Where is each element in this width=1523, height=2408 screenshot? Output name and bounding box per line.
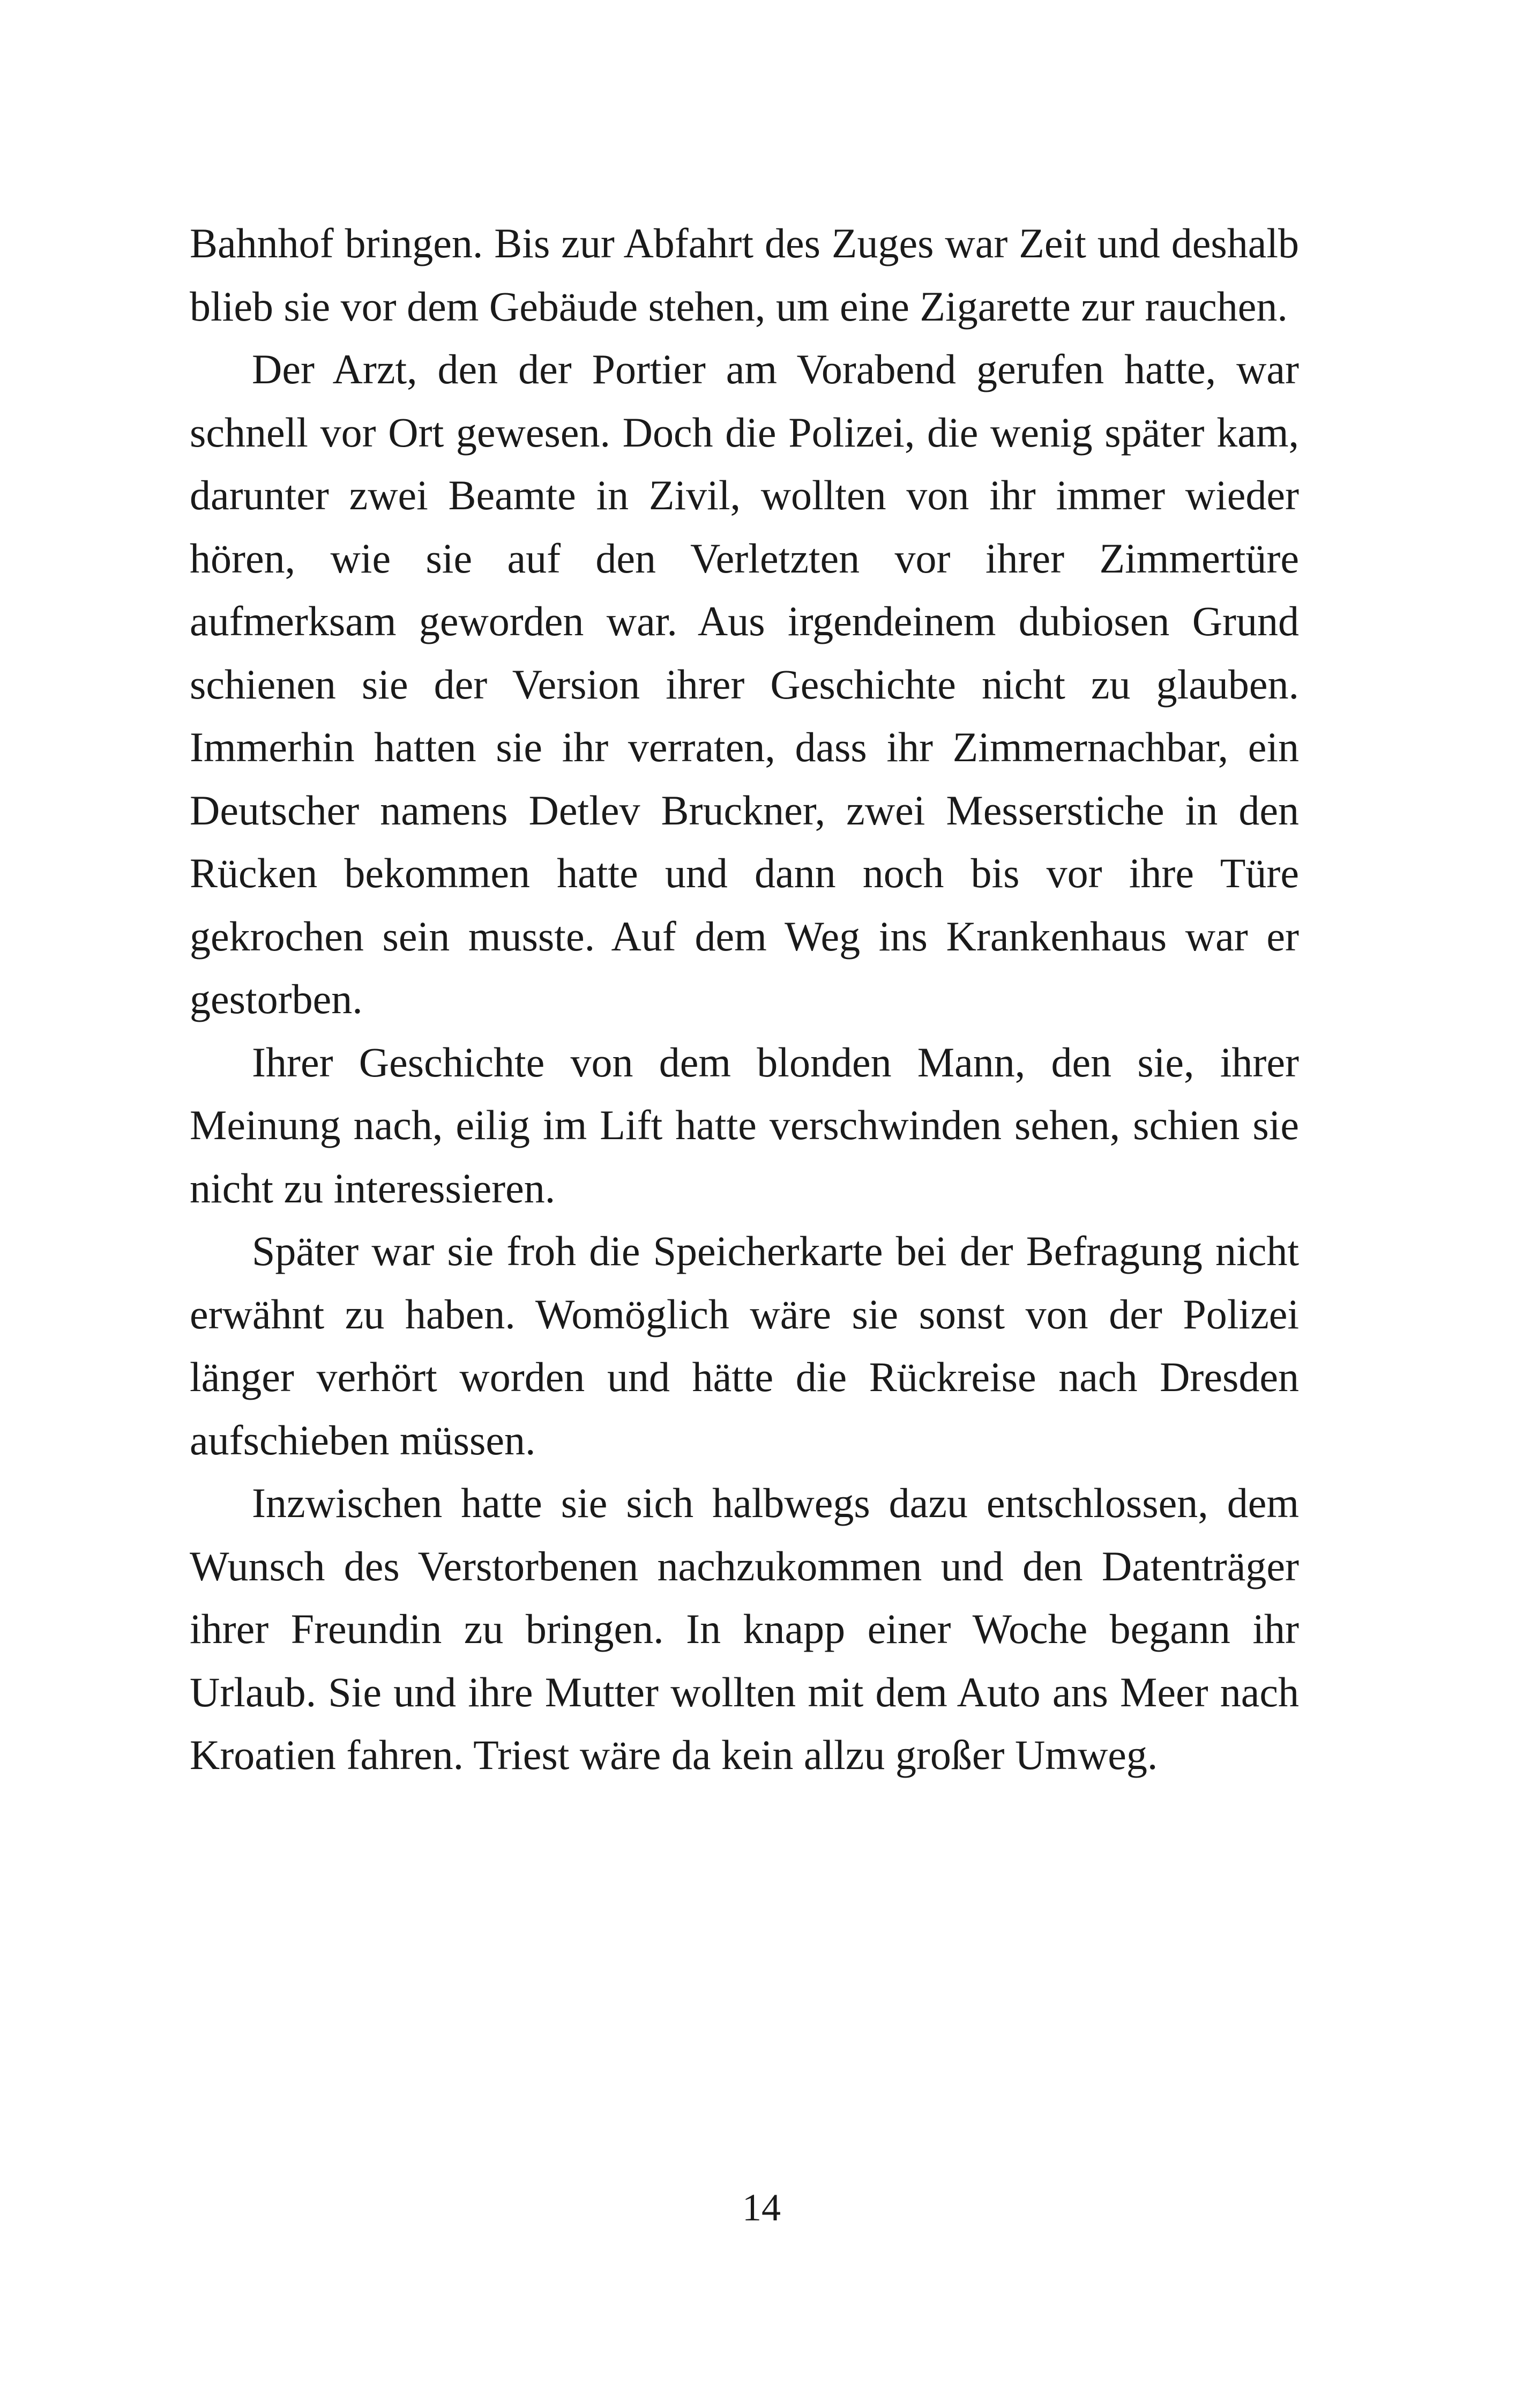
paragraph: Später war sie froh die Speicherkarte bei der Befragung nicht erwähnt zu haben. Womöglich wäre sie sonst von der Polizei länger verhört worden und hätte die Rückreise nach Dresden aufschieben müssen. xyxy=(190,1228,1299,1463)
body-text xyxy=(190,212,1299,1787)
paragraph: Bahnhof bringen. Bis zur Abfahrt des Zuges war Zeit und deshalb blieb sie vor dem Gebäude stehen, um eine Zigarette zur rauchen. xyxy=(190,220,1299,330)
paragraph: Inzwischen hatte sie sich halbwegs dazu entschlossen, dem Wunsch des Verstorbenen nachzukommen und den Datenträger ihrer Freundin zu bringen. In knapp einer Woche begann ihr Urlaub. Sie und ihre Mutter wollten mit dem Auto ans Meer nach Kroatien fahren. Triest wäre da kein allzu großer Umweg. xyxy=(190,1480,1299,1778)
page-number: 14 xyxy=(742,2186,781,2229)
paragraph: Ihrer Geschichte von dem blonden Mann, den sie, ihrer Meinung nach, eilig im Lift hatte verschwinden sehen, schien sie nicht zu interessieren. xyxy=(190,1038,1299,1212)
paragraph: Der Arzt, den der Portier am Vorabend gerufen hatte, war schnell vor Ort gewesen. Doch die Polizei, die wenig später kam, darunter zwei Beamte in Zivil, wollten von ihr immer wieder hören, wie sie auf den Verletzten vor ihrer Zimmertüre aufmerksam geworden war. Aus irgendeinem dubiosen Grund schienen sie der Version ihrer Geschichte nicht zu glauben. Immerhin hatten sie ihr verraten, dass ihr Zimmernachbar, ein Deutscher namens Detlev Bruckner, zwei Messerstiche in den Rücken bekommen hatte und dann noch bis vor ihre Türe gekrochen sein musste. Auf dem Weg ins Krankenhaus war er gestorben. xyxy=(190,346,1299,1022)
